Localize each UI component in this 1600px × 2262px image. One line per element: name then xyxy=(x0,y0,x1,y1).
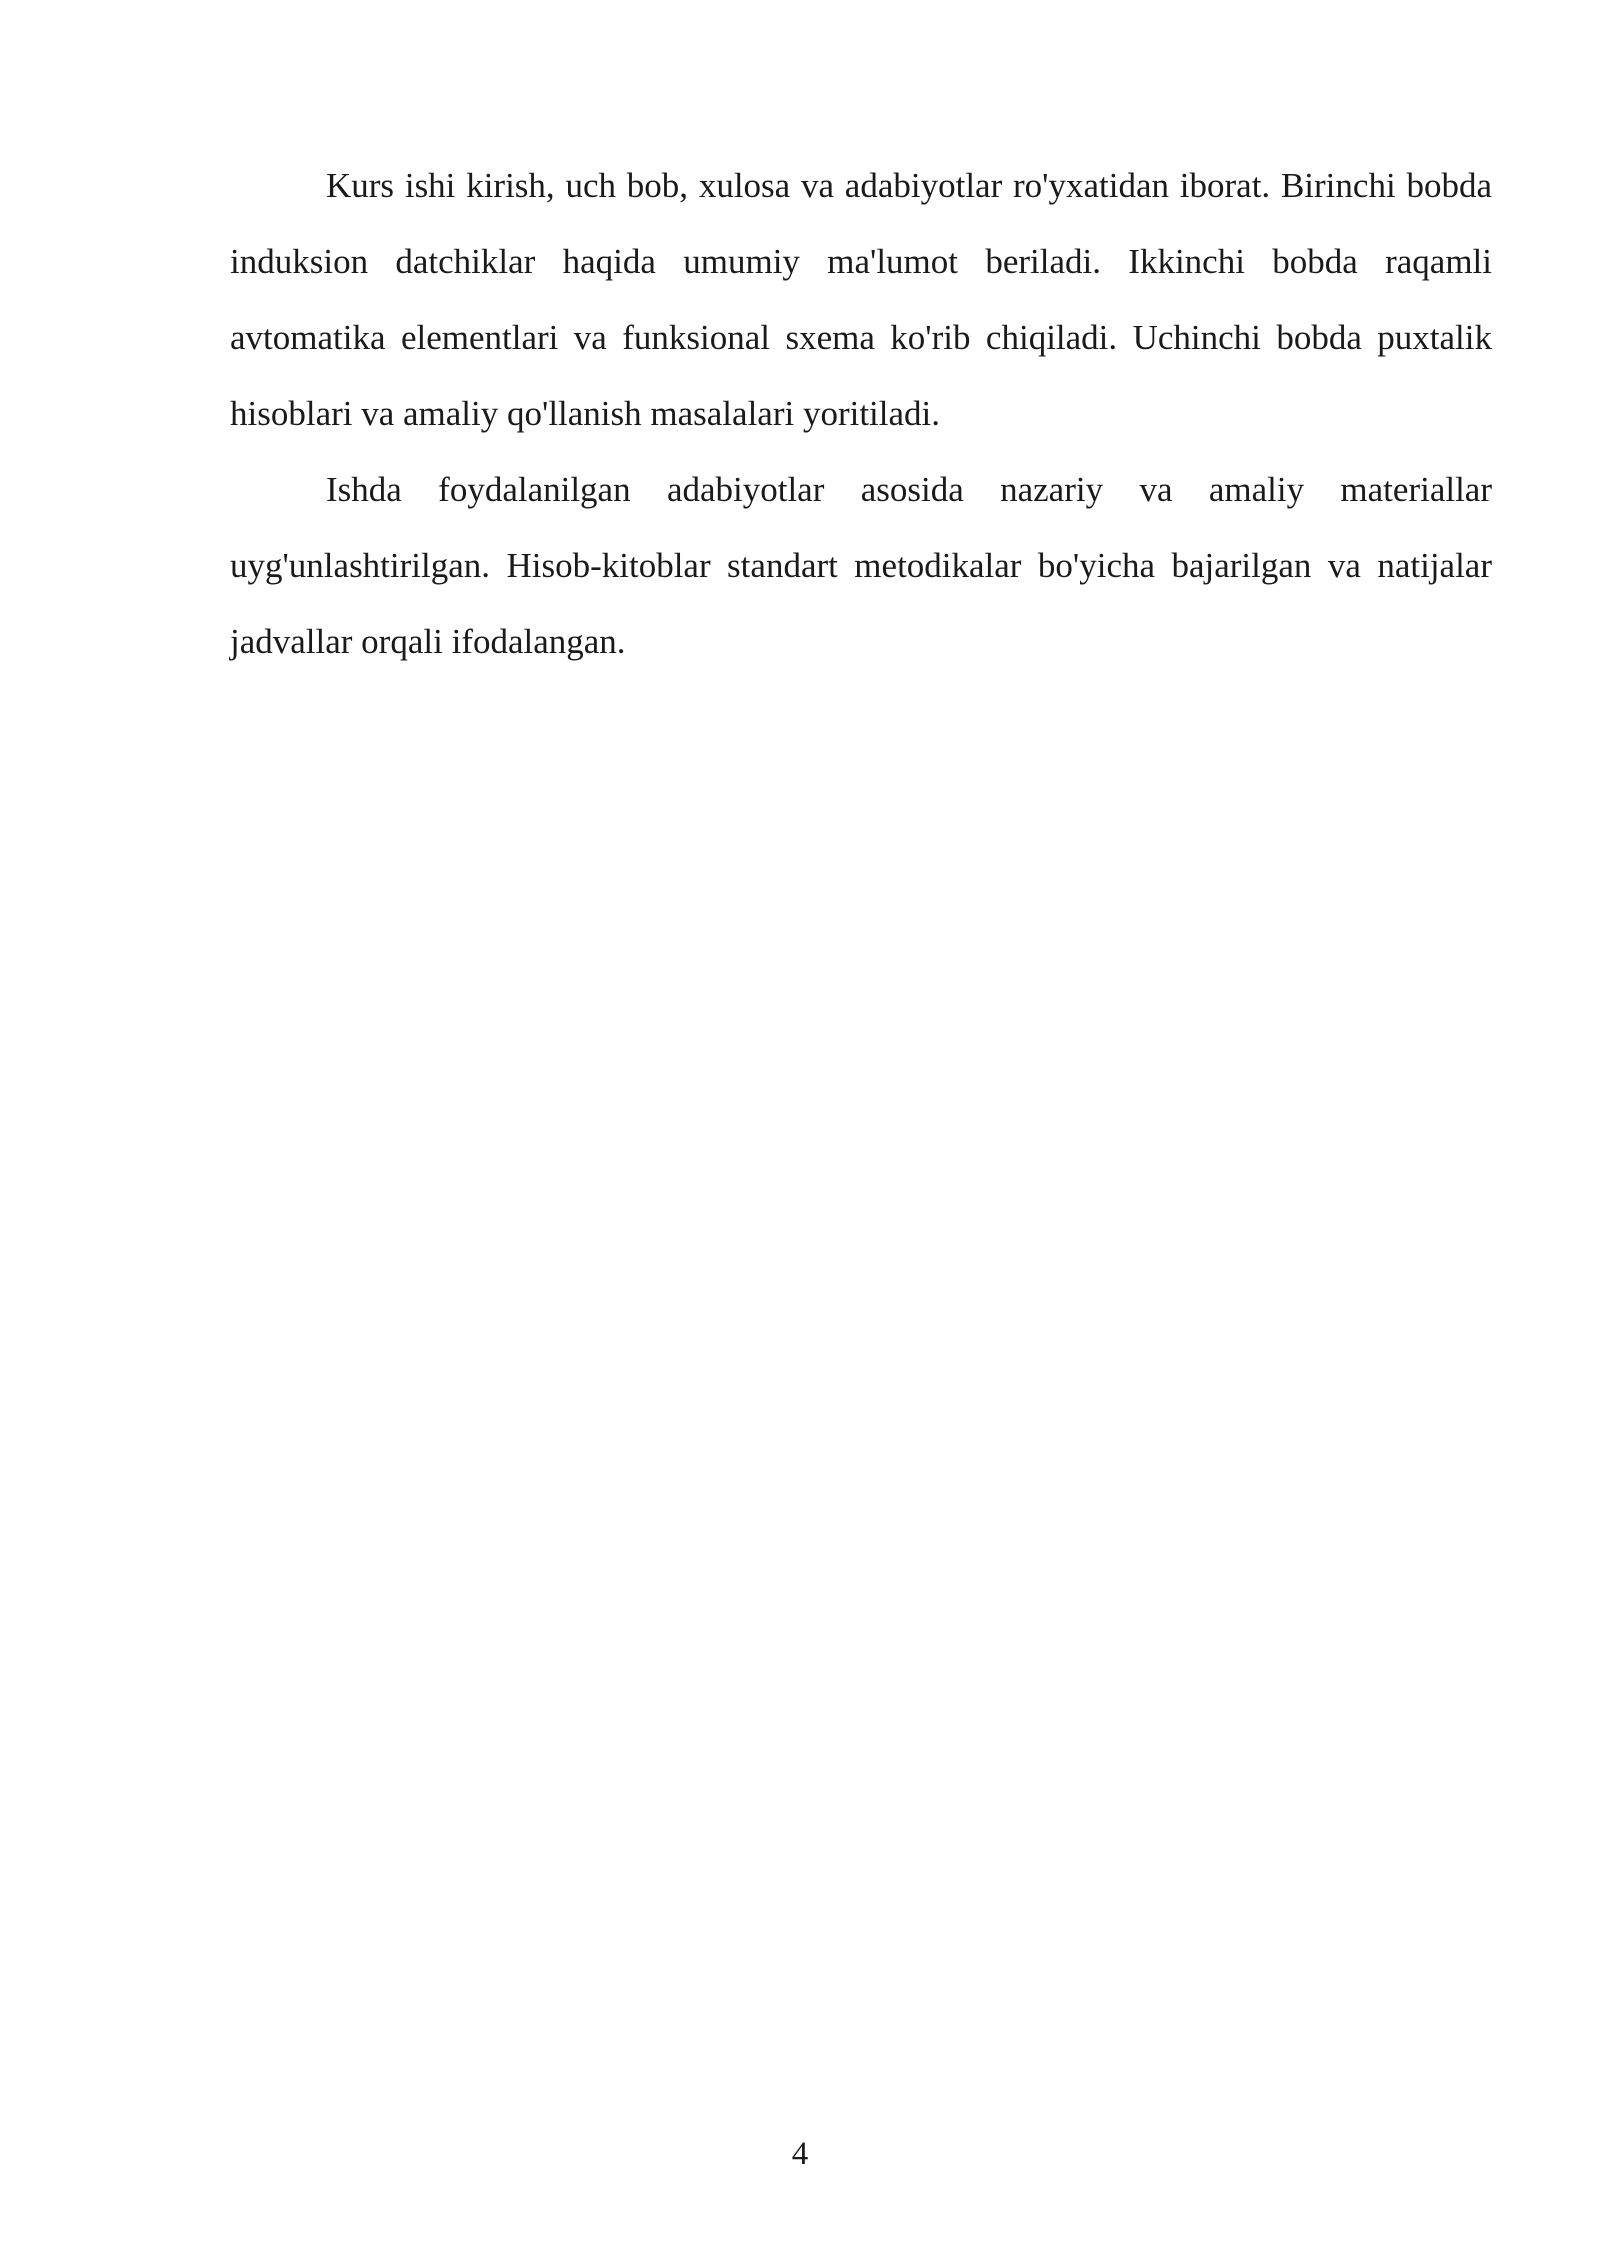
paragraph-methodology: Ishda foydalanilgan adabiyotlar asosida nazariy va amaliy materiallar uyg'unlashtirilgan. Hisob-kitoblar standart metodikalar bo'yicha bajarilgan va natijalar jadvallar orqali ifodalangan. xyxy=(230,470,1492,661)
page-number: 4 xyxy=(791,2136,809,2172)
body-text xyxy=(230,148,1492,680)
paragraph-structure: Kurs ishi kirish, uch bob, xulosa va adabiyotlar ro'yxatidan iborat. Birinchi bobda induksion datchiklar haqida umumiy ma'lumot beriladi. Ikkinchi bobda raqamli avtomatika elementlari va funksional sxema ko'rib chiqiladi. Uchinchi bobda puxtalik hisoblari va amaliy qo'llanish masalalari yoritiladi. xyxy=(230,166,1492,433)
